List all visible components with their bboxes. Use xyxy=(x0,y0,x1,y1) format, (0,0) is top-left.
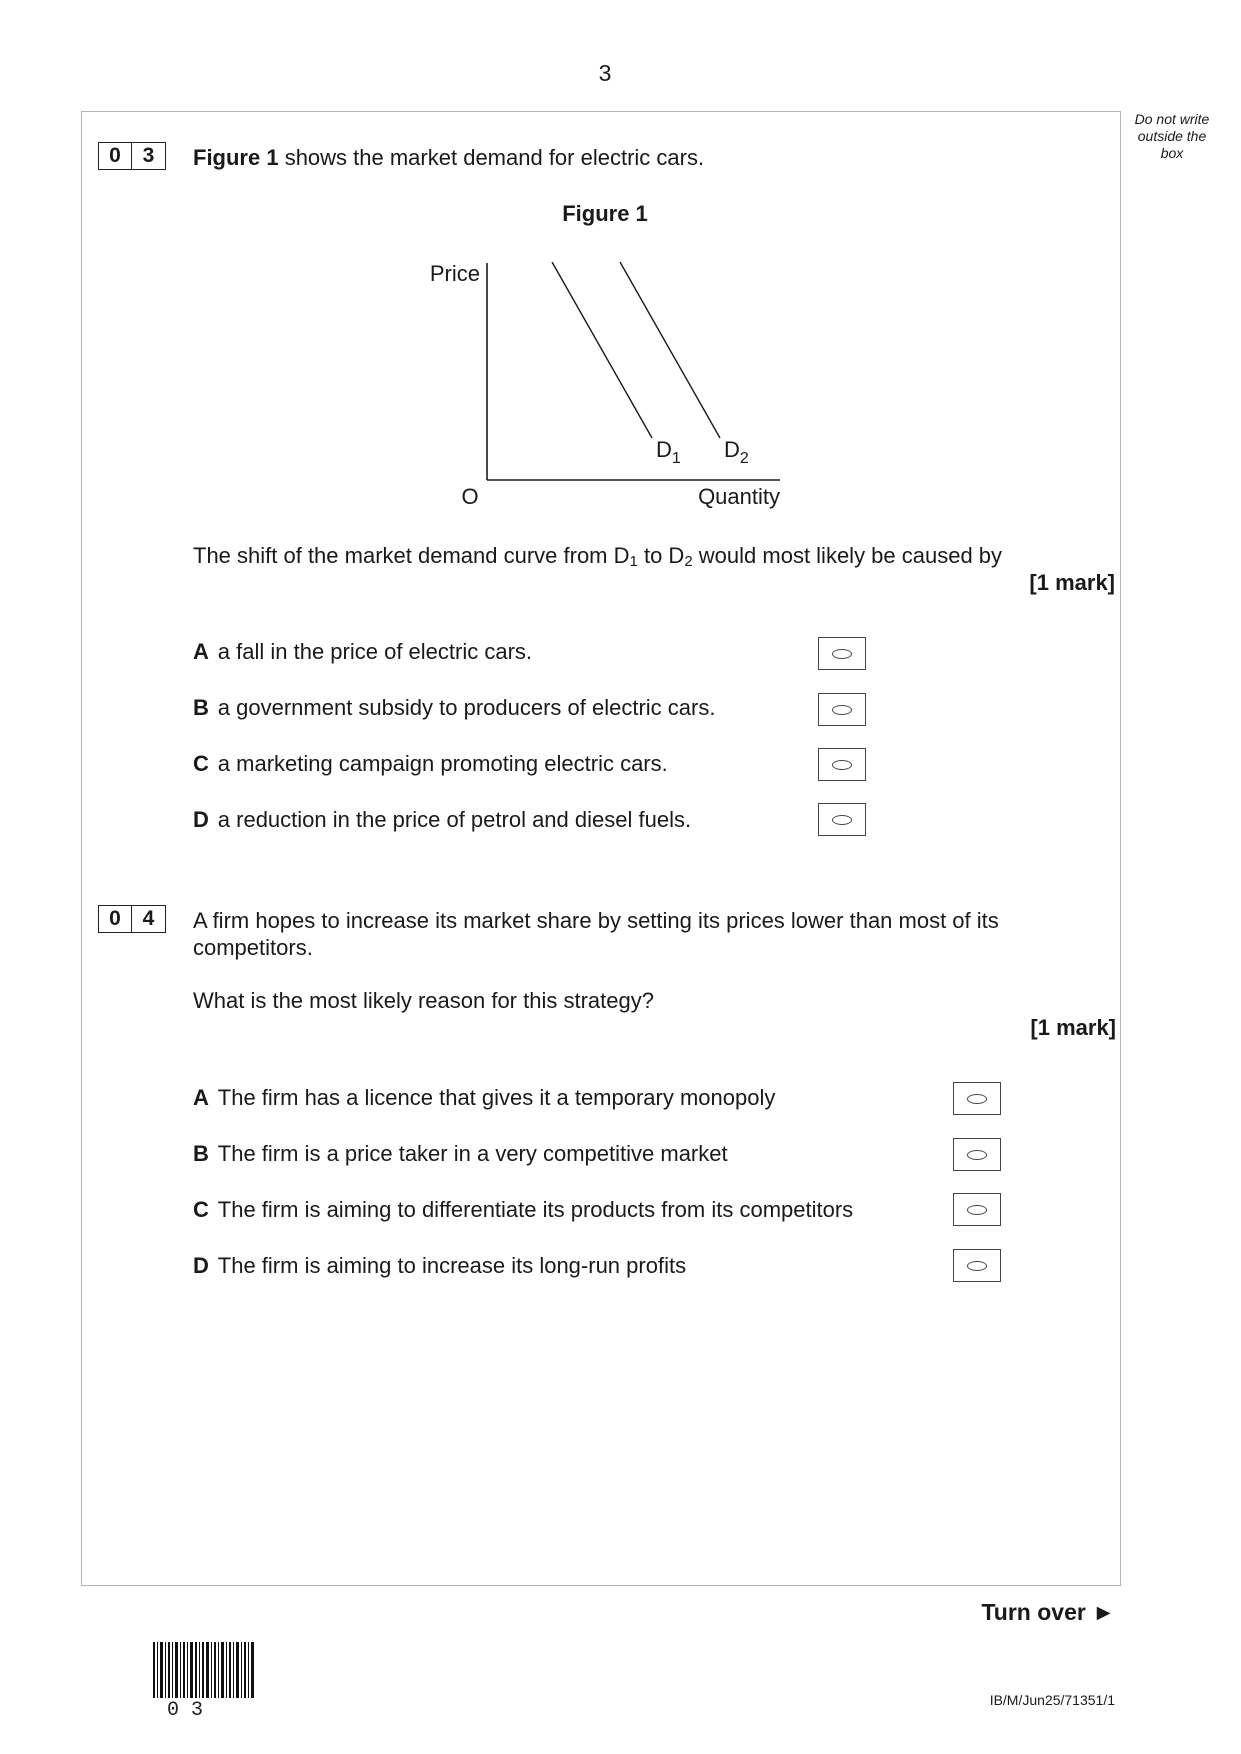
paper-reference-code: IB/M/Jun25/71351/1 xyxy=(989,1692,1115,1708)
option-text: The firm is aiming to differentiate its products from its competitors xyxy=(217,1197,854,1222)
option-text: a government subsidy to producers of electric cars. xyxy=(217,695,716,720)
lozenge-icon xyxy=(967,1205,987,1215)
q04-option-a xyxy=(193,1085,775,1111)
page-number: 3 xyxy=(598,60,612,86)
demand-curve-d2 xyxy=(620,262,720,438)
q03-option-b xyxy=(193,695,715,721)
q03-mark-allocation: [1 mark] xyxy=(1029,570,1115,595)
option-letter: B xyxy=(193,1141,209,1166)
x-axis-label: Quantity xyxy=(698,484,780,509)
lozenge-icon xyxy=(832,815,852,825)
q03-answer-box-c[interactable] xyxy=(818,748,866,781)
q04-question: What is the most likely reason for this strategy? xyxy=(193,988,654,1013)
option-text: The firm is aiming to increase its long-run profits xyxy=(217,1253,687,1278)
option-letter: D xyxy=(193,1253,209,1278)
question-number-04 xyxy=(98,905,166,933)
stem-subscript: 1 xyxy=(629,553,638,570)
question-number-digit: 3 xyxy=(132,142,166,170)
lozenge-icon xyxy=(832,649,852,659)
question-number-digit: 4 xyxy=(132,905,166,933)
option-text: The firm is a price taker in a very competitive market xyxy=(217,1141,728,1166)
question-number-digit: 0 xyxy=(98,142,132,170)
lozenge-icon xyxy=(832,760,852,770)
lozenge-icon xyxy=(967,1261,987,1271)
curve-label-d1 xyxy=(656,437,681,467)
question-number-digit: 0 xyxy=(98,905,132,933)
q03-option-d xyxy=(193,807,691,833)
stem-text: would most likely be caused by xyxy=(692,543,1003,568)
option-text: The firm has a licence that gives it a temporary monopoly xyxy=(217,1085,776,1110)
q04-option-c xyxy=(193,1197,853,1223)
origin-label: O xyxy=(461,484,479,509)
turn-over-prompt: Turn over ► xyxy=(981,1599,1115,1625)
lozenge-icon xyxy=(967,1094,987,1104)
barcode-bars xyxy=(153,1642,254,1698)
option-text: a marketing campaign promoting electric cars. xyxy=(217,751,668,776)
option-letter: B xyxy=(193,695,209,720)
q03-answer-box-a[interactable] xyxy=(818,637,866,670)
lozenge-icon xyxy=(832,705,852,715)
option-text: a fall in the price of electric cars. xyxy=(217,639,533,664)
curve-label-letter: D xyxy=(656,437,672,462)
margin-note: Do not write outside the box xyxy=(1134,111,1210,161)
q03-answer-box-b[interactable] xyxy=(818,693,866,726)
curve-label-d2 xyxy=(724,437,749,467)
q04-answer-box-b[interactable] xyxy=(953,1138,1001,1171)
q03-intro-text: shows the market demand for electric cars. xyxy=(278,145,705,170)
stem-subscript: 2 xyxy=(684,553,693,570)
q03-option-a xyxy=(193,639,532,665)
q04-stem xyxy=(193,907,999,961)
stem-text: The shift of the market demand curve from D xyxy=(193,543,630,568)
q04-answer-box-d[interactable] xyxy=(953,1249,1001,1282)
option-text: a reduction in the price of petrol and diesel fuels. xyxy=(217,807,692,832)
figure-title: Figure 1 xyxy=(562,201,648,226)
curve-label-letter: D xyxy=(724,437,740,462)
question-number-03 xyxy=(98,142,166,170)
q03-intro xyxy=(193,144,704,171)
q04-mark-allocation: [1 mark] xyxy=(1030,1015,1116,1040)
demand-shift-diagram xyxy=(400,250,800,520)
curve-label-subscript: 1 xyxy=(671,450,681,467)
q03-answer-box-d[interactable] xyxy=(818,803,866,836)
q04-answer-box-a[interactable] xyxy=(953,1082,1001,1115)
option-letter: C xyxy=(193,751,209,776)
curve-label-subscript: 2 xyxy=(739,450,749,467)
y-axis-label: Price xyxy=(429,261,480,286)
lozenge-icon xyxy=(967,1150,987,1160)
q04-option-d xyxy=(193,1253,686,1279)
q03-option-c xyxy=(193,751,668,777)
option-letter: D xyxy=(193,807,209,832)
q04-answer-box-c[interactable] xyxy=(953,1193,1001,1226)
barcode-number: 0 3 xyxy=(166,1699,204,1720)
option-letter: A xyxy=(193,1085,209,1110)
option-letter: C xyxy=(193,1197,209,1222)
stem-line: A firm hopes to increase its market share by setting its prices lower than most of its xyxy=(193,908,999,933)
figure-reference: Figure 1 xyxy=(193,145,279,170)
demand-curve-d1 xyxy=(552,262,652,438)
stem-line: competitors. xyxy=(193,935,313,960)
page-barcode xyxy=(150,1640,270,1720)
stem-text: to D xyxy=(637,543,685,568)
q03-stem xyxy=(193,542,1002,569)
option-letter: A xyxy=(193,639,209,664)
q04-option-b xyxy=(193,1141,728,1167)
